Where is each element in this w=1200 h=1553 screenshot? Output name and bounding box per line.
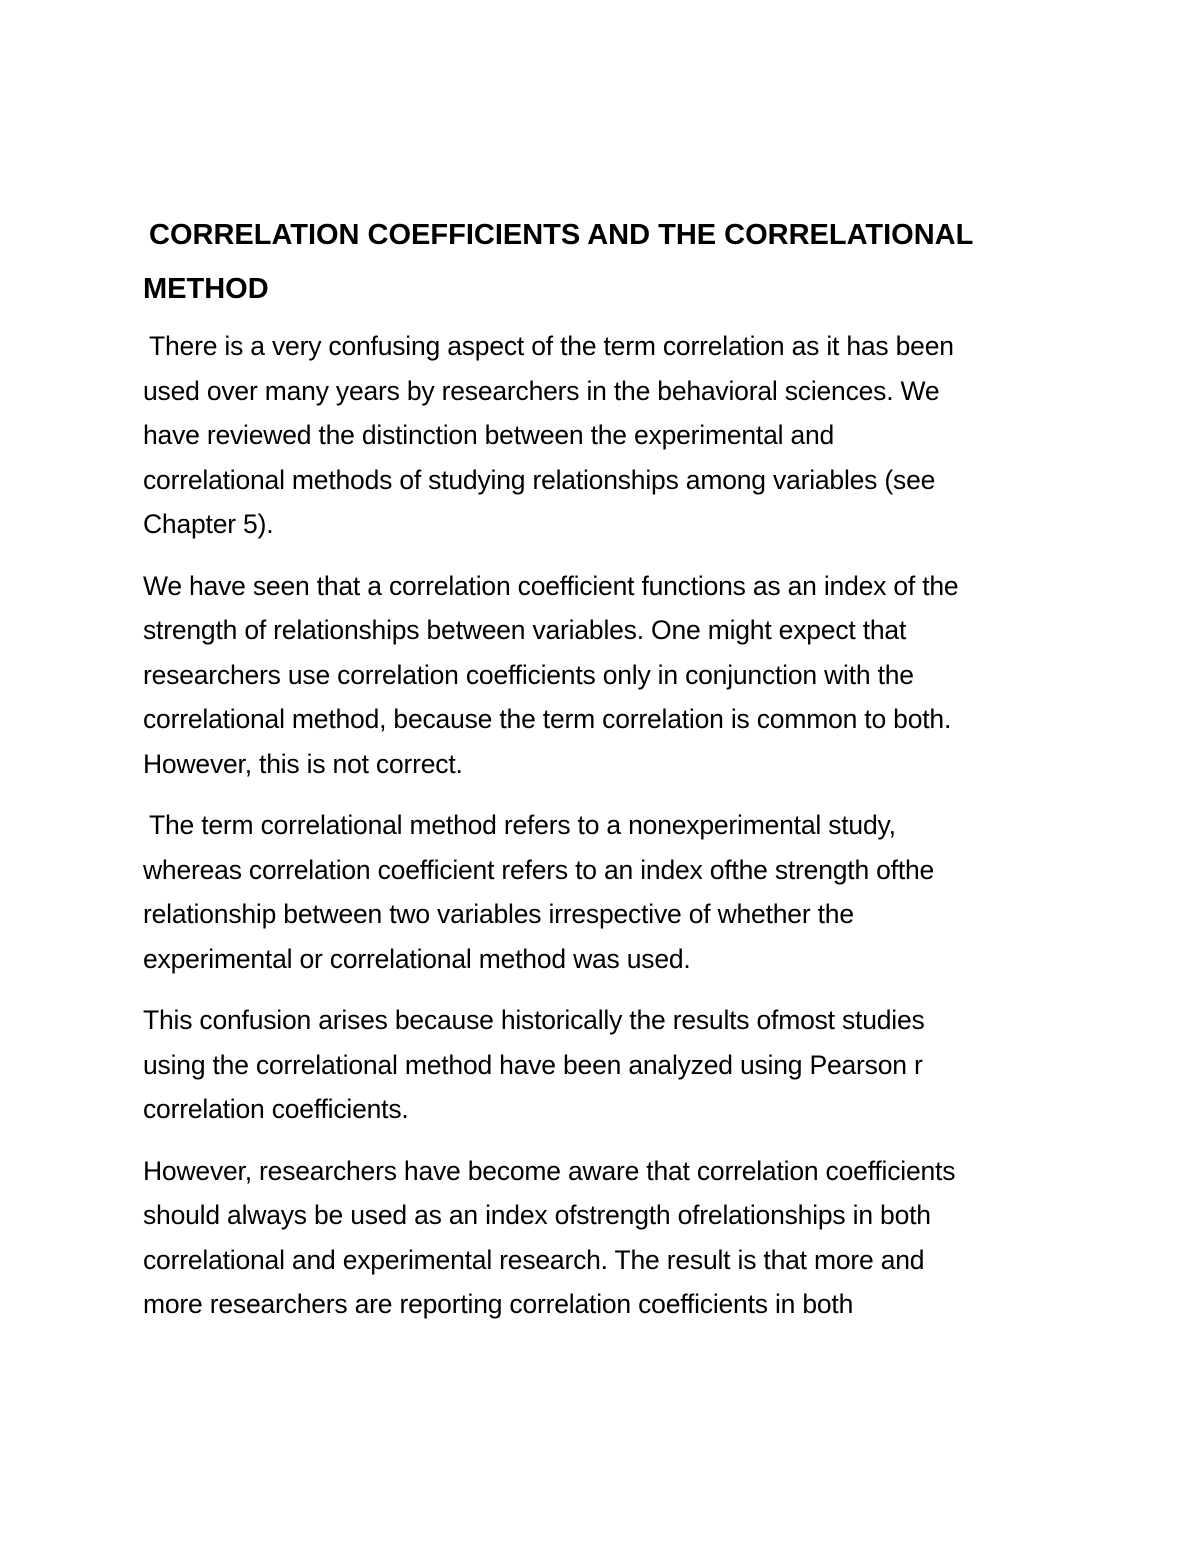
paragraph-line: researchers use correlation coefficients only in conjunction with the (143, 659, 914, 690)
paragraph-line: relationship between two variables irrespective of whether the (143, 899, 854, 929)
heading-line-2: METHOD (143, 273, 269, 305)
paragraph-line: However, this is not correct. (143, 748, 463, 779)
paragraph-5 (143, 1149, 1073, 1327)
document-heading (143, 208, 1073, 316)
paragraph-line: correlational and experimental research. The result is that more and (143, 1244, 925, 1275)
paragraph-line: There is a very confusing aspect of the term correlation as it has been (149, 331, 954, 361)
paragraph-line: We have seen that a correlation coefficient functions as an index of the (143, 570, 959, 601)
paragraph-line: This confusion arises because historically the results ofmost studies (143, 1005, 925, 1035)
paragraph-3 (143, 803, 1073, 981)
paragraph-line: However, researchers have become aware that correlation coefficients (143, 1155, 956, 1186)
paragraph-line: experimental or correlational method was used. (143, 943, 691, 974)
paragraph-line: strength of relationships between variables. One might expect that (143, 615, 907, 645)
document-body (143, 208, 1073, 1344)
paragraph-4 (143, 998, 1073, 1132)
heading-line-1: CORRELATION COEFFICIENTS AND THE CORRELATIONAL (149, 219, 974, 251)
paragraph-line: correlational methods of studying relationships among variables (see (143, 464, 936, 495)
paragraph-2 (143, 564, 1073, 787)
paragraph-line: whereas correlation coefficient refers to an index ofthe strength ofthe (143, 854, 935, 885)
paragraph-line: The term correlational method refers to a nonexperimental study, (149, 810, 896, 840)
paragraph-line: should always be used as an index ofstrength ofrelationships in both (143, 1200, 931, 1230)
paragraph-line: correlation coefficients. (143, 1094, 409, 1124)
paragraph-line: using the correlational method have been analyzed using Pearson r (143, 1049, 923, 1080)
paragraph-line: have reviewed the distinction between the experimental and (143, 420, 835, 450)
paragraph-line: more researchers are reporting correlation coefficients in both (143, 1289, 854, 1319)
paragraph-line: Chapter 5). (143, 509, 274, 539)
paragraph-line: used over many years by researchers in the behavioral sciences. We (143, 375, 940, 406)
paragraph-1 (143, 324, 1073, 547)
paragraph-line: correlational method, because the term correlation is common to both. (143, 704, 952, 734)
